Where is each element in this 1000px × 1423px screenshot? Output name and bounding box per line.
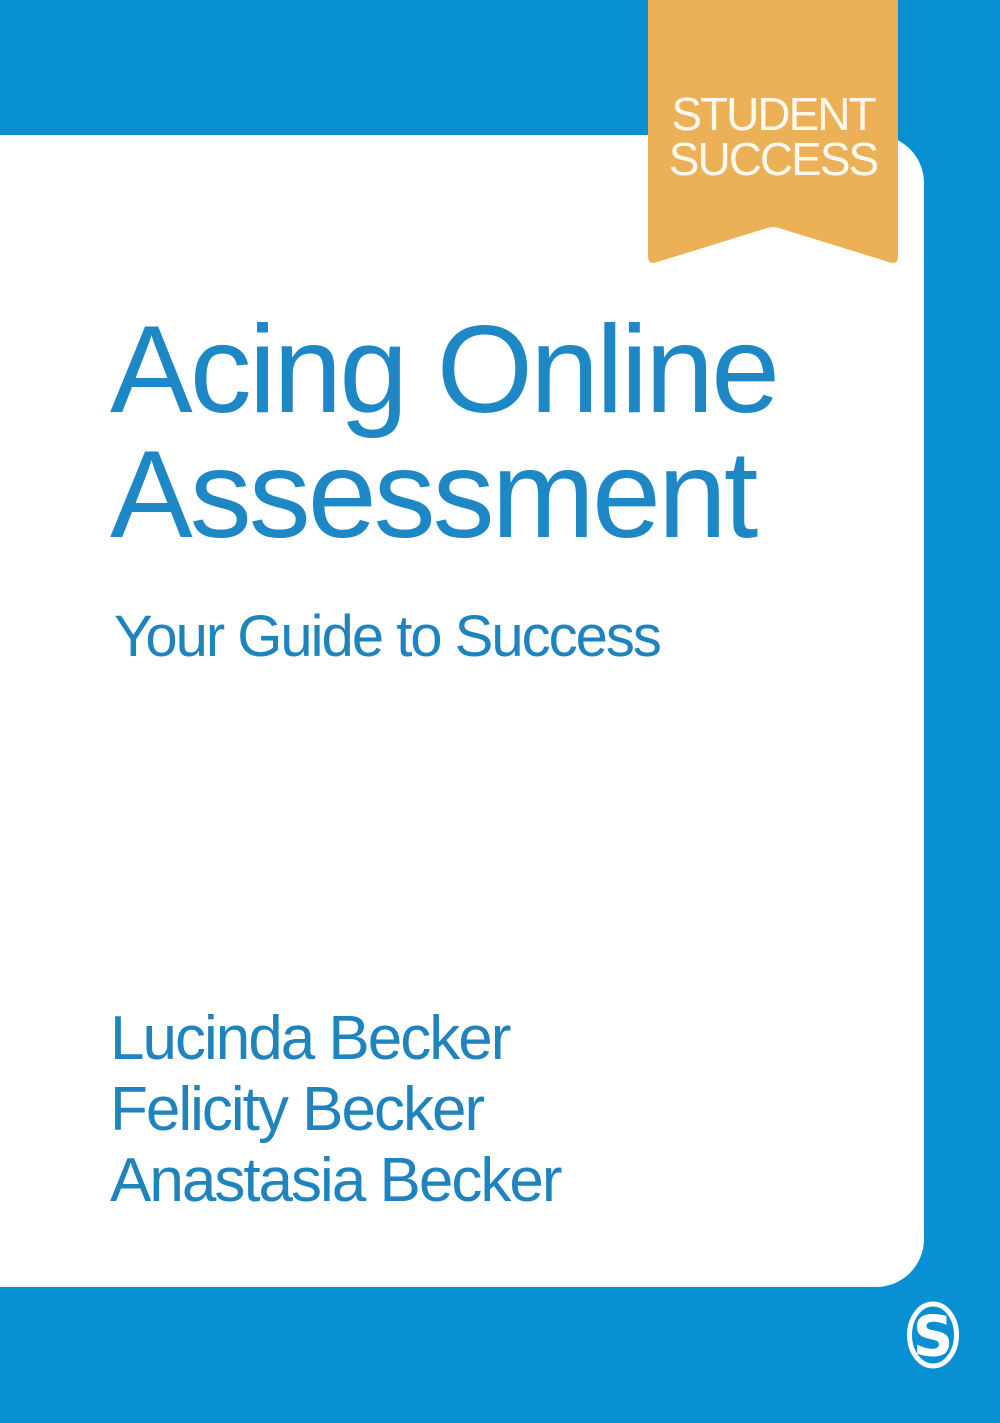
author-name: Anastasia Becker [110, 1146, 561, 1215]
author-name: Felicity Becker [110, 1075, 484, 1144]
sage-publisher-logo [907, 1301, 959, 1369]
sage-logo-letter: S [912, 1304, 954, 1369]
book-title [110, 301, 778, 564]
series-label-line1: STUDENT [671, 88, 875, 140]
book-subtitle: Your Guide to Success [114, 604, 660, 669]
authors-list [110, 1003, 560, 1216]
sage-s-oval-icon [907, 1301, 959, 1369]
book-title-line2: Assessment [110, 426, 756, 564]
series-label-line2: SUCCESS [668, 133, 878, 185]
book-title-line1: Acing Online [110, 301, 778, 439]
series-ribbon [648, 0, 898, 268]
author-name: Lucinda Becker [110, 1004, 510, 1073]
series-label [648, 88, 898, 185]
